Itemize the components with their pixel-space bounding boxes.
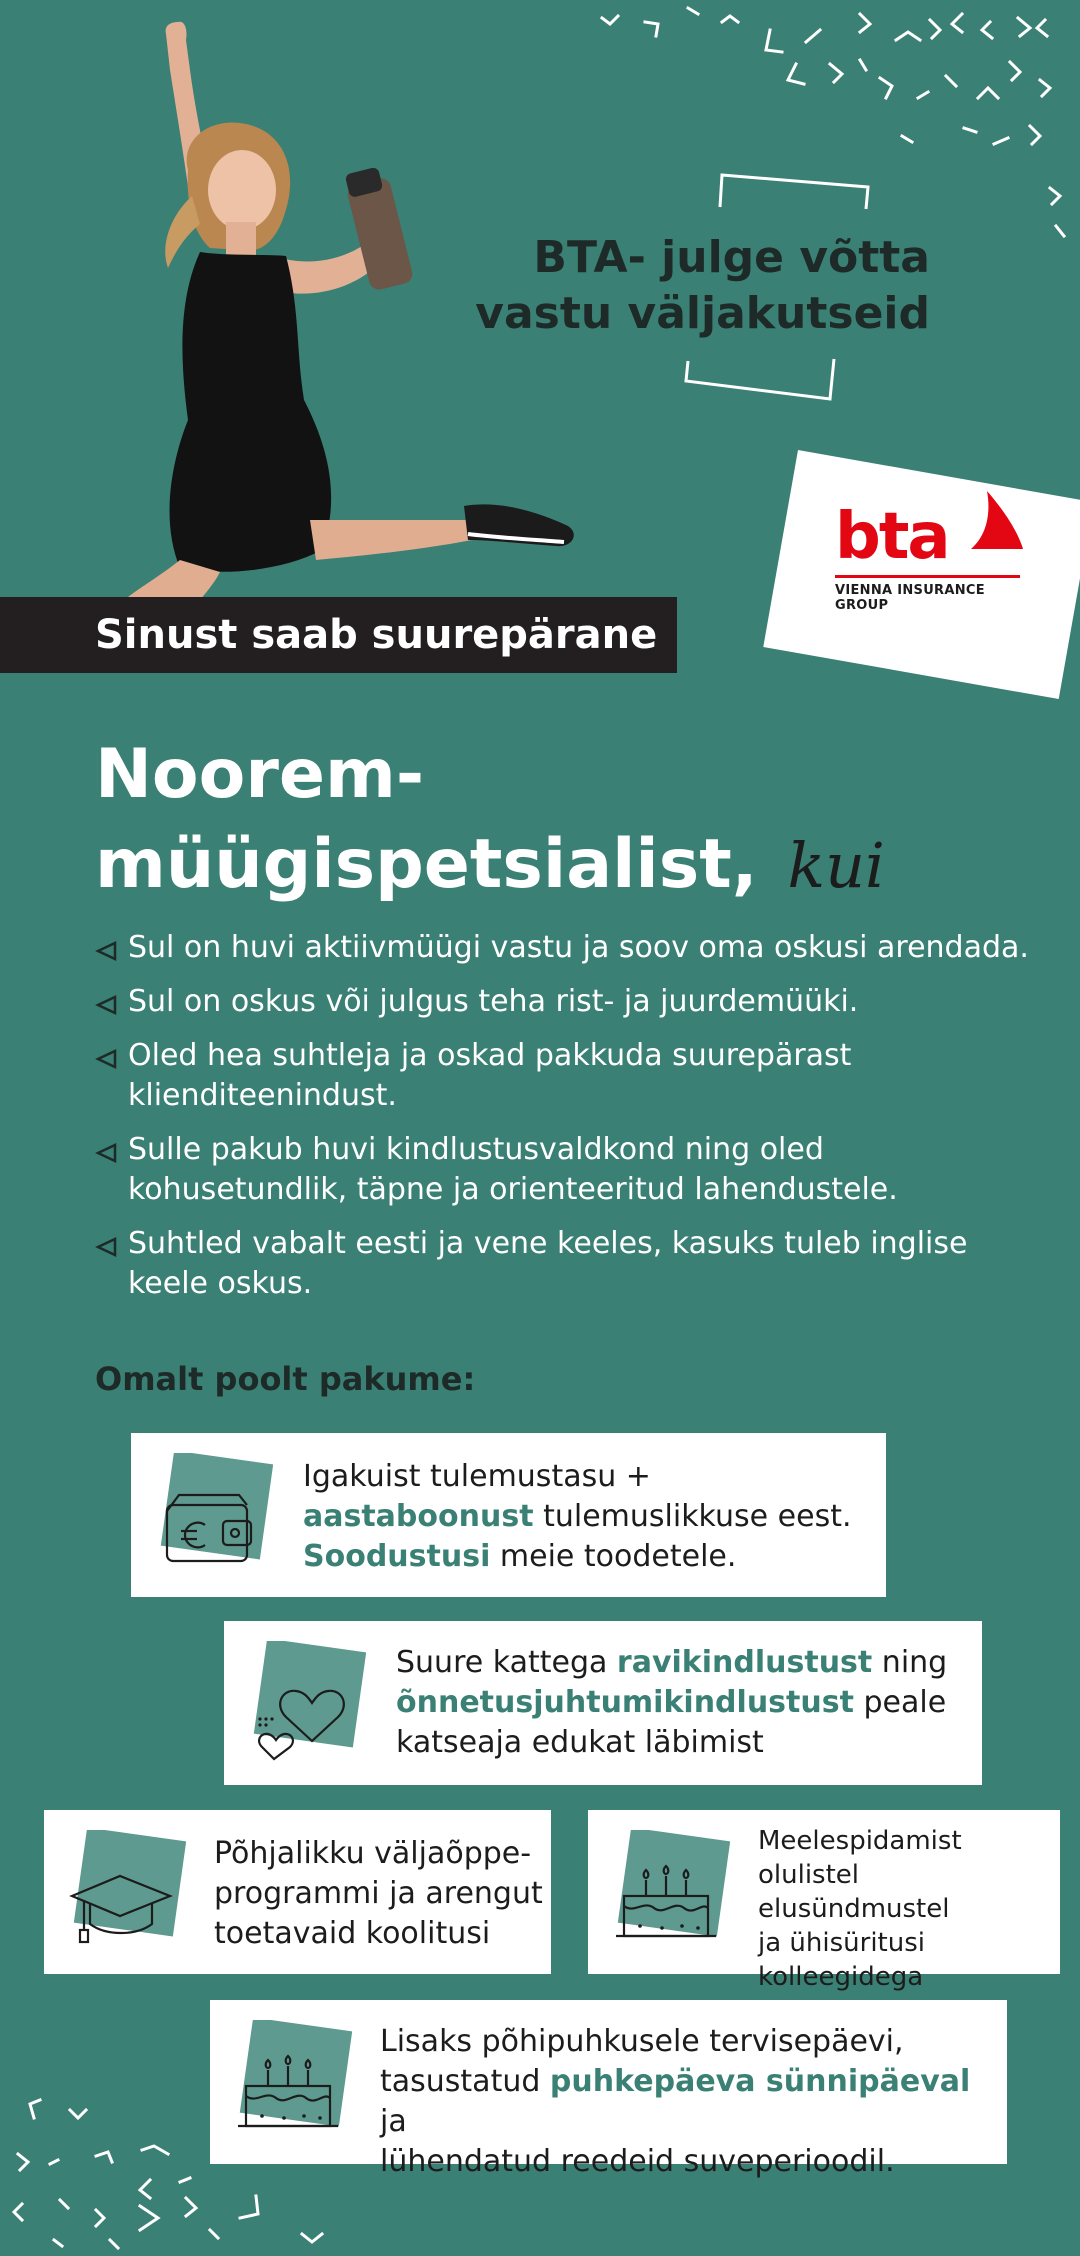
graduation-cap-icon: [66, 1830, 186, 1958]
job-title-line-1: Noorem-: [95, 735, 425, 814]
requirements-list: [95, 928, 1055, 1318]
requirement-item: Suhtled vabalt eesti ja vene keeles, kasuks tuleb inglise keele oskus.: [95, 1224, 1055, 1304]
sail-icon: [967, 489, 1025, 553]
requirement-item: Oled hea suhtleja ja oskad pakkuda suurepärast klienditeenindust.: [95, 1036, 1055, 1116]
headline-banner: Sinust saab suurepärane: [0, 597, 677, 673]
requirement-item: Sulle pakub huvi kindlustusvaldkond ning oled kohusetundlik, täpne ja orienteeritud lahendustele.: [95, 1130, 1055, 1210]
triangle-bullet-icon: [95, 1236, 117, 1258]
offers-heading: Omalt poolt pakume:: [95, 1360, 476, 1398]
bta-logo: [835, 500, 1025, 613]
requirement-item: Sul on huvi aktiivmüügi vastu ja soov oma oskusi arendada.: [95, 928, 1055, 968]
triangle-bullet-icon: [95, 1048, 117, 1070]
logo-subtitle: VIENNA INSURANCE GROUP: [835, 583, 985, 613]
slogan-line-2: vastu väljakutseid: [475, 288, 930, 339]
birthday-cake-icon: [610, 1830, 730, 1958]
job-title-line-2: müügispetsialist,: [95, 825, 758, 904]
triangle-bullet-icon: [95, 1142, 117, 1164]
birthday-cake-icon: [232, 2020, 352, 2148]
slogan-line-1: BTA- julge võtta: [533, 232, 930, 283]
offer-card-bonus: Igakuist tulemustasu + aastaboonust tulemuslikkuse eest. Soodustusi meie toodetele.: [131, 1433, 886, 1597]
triangle-bullet-icon: [95, 940, 117, 962]
job-title-suffix: kui: [787, 829, 885, 902]
offer-card-events: Meelespidamist olulistel elusündmustel ja ühisüritusi kolleegidega: [588, 1810, 1060, 1974]
wallet-euro-icon: [153, 1453, 273, 1581]
offer-card-vacation: Lisaks põhipuhkusele tervisepäevi, tasustatud puhkepäeva sünnipäeval ja lühendatud reedeid suveperioodil.: [210, 2000, 1007, 2164]
requirement-item: Sul on oskus või julgus teha rist- ja juurdemüüki.: [95, 982, 1055, 1022]
job-title: [95, 730, 995, 911]
hearts-icon: [246, 1641, 366, 1769]
triangle-bullet-icon: [95, 994, 117, 1016]
offer-card-insurance: Suure kattega ravikindlustust ning õnnetusjuhtumikindlustust peale katseaja edukat läbimist: [224, 1621, 982, 1785]
slogan: [450, 230, 930, 342]
logo-wordmark: bta: [835, 500, 949, 574]
logo-underline: [835, 575, 1020, 578]
offer-card-training: Põhjalikku väljaõppe- programmi ja arengut toetavaid koolitusi: [44, 1810, 551, 1974]
